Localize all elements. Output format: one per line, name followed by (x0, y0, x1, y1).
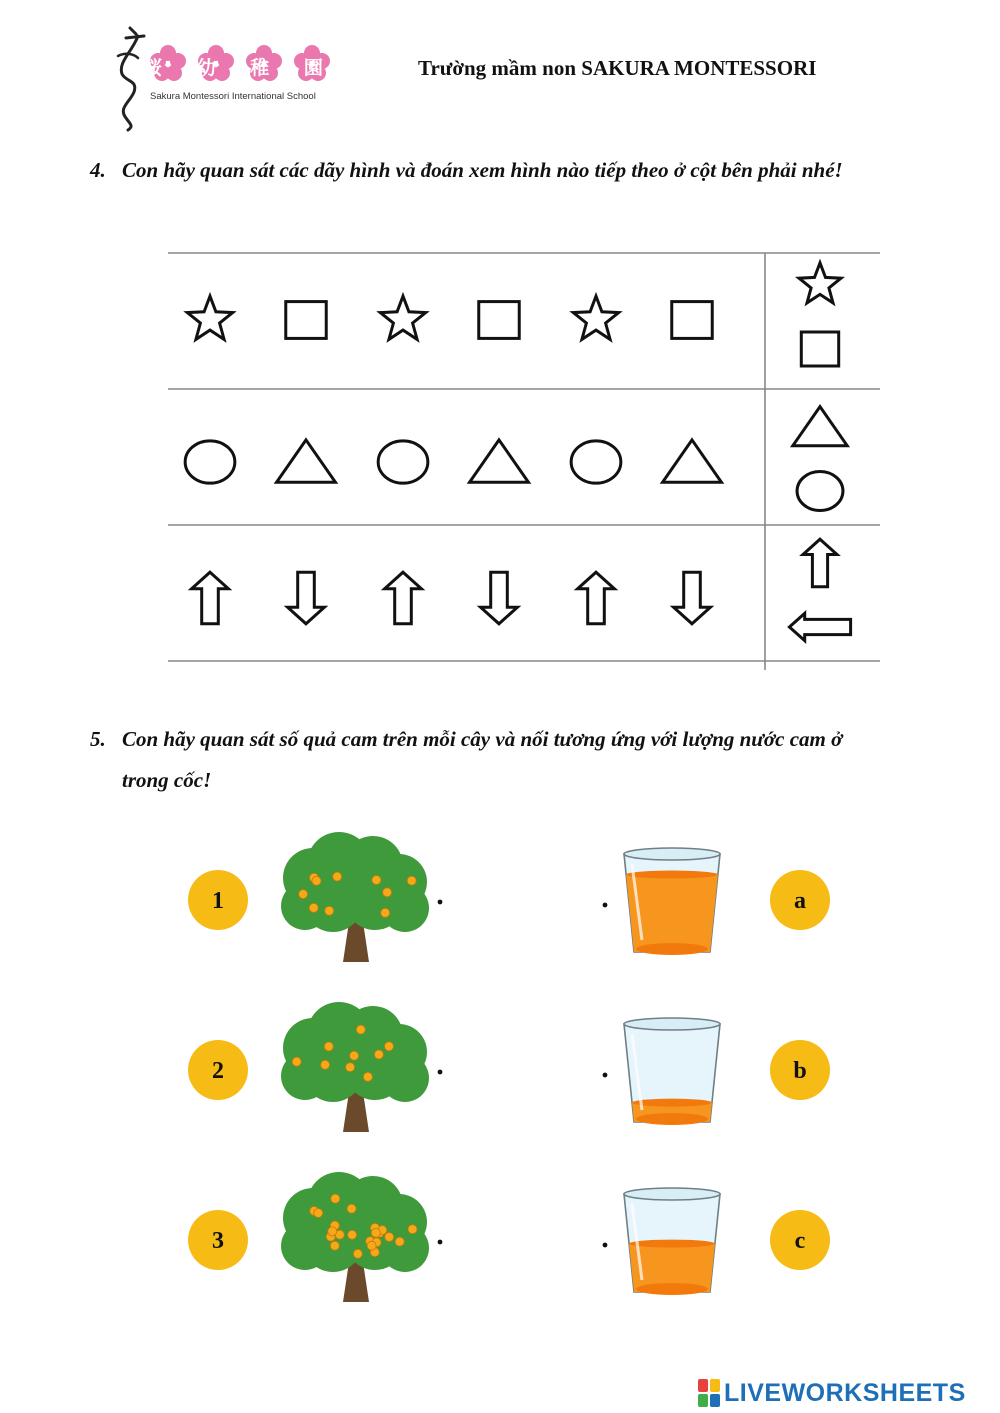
item-number-label: 3 (212, 1228, 224, 1254)
star-icon (187, 296, 232, 339)
item-letter-label: a (794, 888, 806, 914)
star-icon (799, 263, 841, 303)
orange-fruit (324, 1042, 333, 1051)
orange-fruit (356, 1025, 365, 1034)
square-icon (479, 302, 519, 339)
school-name: Trường mầm non SAKURA MONTESSORI (418, 56, 817, 80)
orange-fruit (333, 872, 342, 881)
orange-fruit (325, 906, 334, 915)
orange-fruit (385, 1042, 394, 1051)
circle-icon (571, 441, 621, 483)
orange-fruit (385, 1233, 394, 1242)
arrow-down-icon (288, 572, 325, 624)
orange-fruit (348, 1230, 357, 1239)
juice-glass-icon (624, 1018, 720, 1125)
matching-exercise (180, 830, 860, 1310)
orange-fruit (328, 1227, 337, 1236)
tree-connect-dot[interactable] (438, 1070, 443, 1075)
orange-fruit (383, 888, 392, 897)
triangle-icon (793, 407, 847, 446)
circle-icon (185, 441, 235, 483)
item-number-label: 2 (212, 1058, 224, 1084)
circle-icon (378, 441, 428, 483)
orange-fruit (371, 1228, 380, 1237)
orange-fruit (353, 1249, 362, 1258)
item-number-badge (188, 1040, 248, 1100)
item-number-badge (188, 1210, 248, 1270)
arrow-down-icon (674, 572, 711, 624)
liveworksheets-wordmark: LIVEWORKSHEETS (724, 1378, 966, 1407)
item-letter-badge (770, 870, 830, 930)
orange-fruit (372, 876, 381, 885)
orange-fruit (309, 903, 318, 912)
question-4-text: Con hãy quan sát các dãy hình và đoán xem hình nào tiếp theo ở cột bên phải nhé! (122, 158, 843, 182)
tree-connect-dot[interactable] (438, 1240, 443, 1245)
question-5-number: 5. (90, 727, 106, 751)
arrow-up-icon (192, 572, 229, 624)
glass-connect-dot[interactable] (603, 1073, 608, 1078)
square-icon (801, 332, 838, 366)
orange-fruit (395, 1237, 404, 1246)
item-letter-badge (770, 1210, 830, 1270)
orange-fruit (299, 890, 308, 899)
juice-glass-icon (624, 1188, 720, 1295)
orange-fruit (330, 1241, 339, 1250)
glass-connect-dot[interactable] (603, 903, 608, 908)
school-subtitle: Sakura Montessori International School (150, 91, 316, 102)
orange-fruit (321, 1060, 330, 1069)
orange-fruit (381, 908, 390, 917)
juice-glass-icon (624, 848, 720, 955)
orange-fruit (312, 876, 321, 885)
orange-fruit (347, 1204, 356, 1213)
star-icon (380, 296, 425, 339)
orange-fruit (367, 1241, 376, 1250)
school-logo (108, 22, 348, 132)
liveworksheets-brand (698, 1376, 966, 1410)
orange-fruit (374, 1050, 383, 1059)
arrow-up-icon (803, 539, 837, 587)
orange-tree-icon (281, 1172, 429, 1302)
star-icon (573, 296, 618, 339)
item-letter-badge (770, 1040, 830, 1100)
pattern-table (168, 250, 880, 672)
square-icon (286, 302, 326, 339)
tree-connect-dot[interactable] (438, 900, 443, 905)
arrow-down-icon (481, 572, 518, 624)
circle-icon (797, 471, 843, 510)
arrow-up-icon (385, 572, 422, 624)
triangle-icon (470, 440, 529, 482)
glass-connect-dot[interactable] (603, 1243, 608, 1248)
orange-fruit (331, 1194, 340, 1203)
item-number-badge (188, 870, 248, 930)
arrow-left-icon (789, 613, 850, 640)
orange-fruit (363, 1072, 372, 1081)
logo-kanji: 桜 幼 稚 園 (143, 57, 337, 79)
question-4-number: 4. (90, 158, 106, 182)
triangle-icon (663, 440, 722, 482)
liveworksheets-logo-icon (698, 1379, 720, 1407)
item-number-label: 1 (212, 888, 224, 914)
orange-fruit (408, 1225, 417, 1234)
item-letter-label: b (793, 1058, 807, 1084)
question-5-text: Con hãy quan sát số quả cam trên mỗi cây và nối tương ứng với lượng nước cam ở trong cốc! (122, 727, 843, 792)
arrow-up-icon (578, 572, 615, 624)
orange-tree-icon (281, 832, 429, 962)
orange-fruit (346, 1063, 355, 1072)
orange-fruit (314, 1209, 323, 1218)
orange-fruit (292, 1057, 301, 1066)
item-letter-label: c (794, 1228, 806, 1254)
orange-tree-icon (281, 1002, 429, 1132)
square-icon (672, 302, 712, 339)
orange-fruit (350, 1051, 359, 1060)
orange-fruit (407, 876, 416, 885)
triangle-icon (277, 440, 336, 482)
